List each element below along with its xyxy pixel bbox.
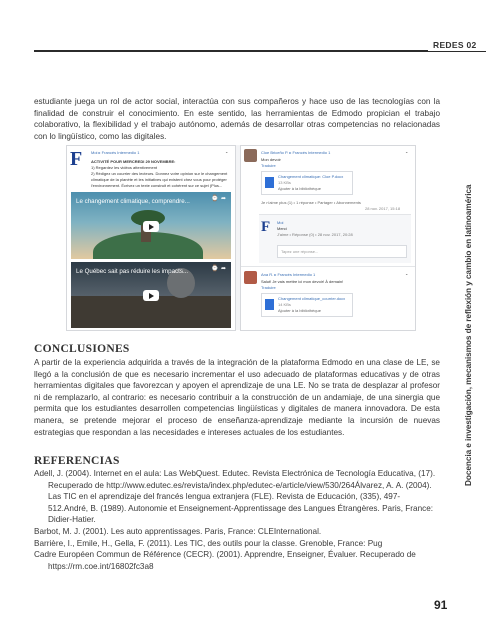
reference-item: Cadre Européen Commun de Référence (CECR). (2001). Apprendre, Enseigner, Évaluer. Recuperado de https://rm.coe.int/16802fc3a8 bbox=[34, 550, 416, 571]
word-doc-icon bbox=[265, 299, 274, 310]
avatar bbox=[244, 149, 257, 162]
post-line: l'environnement. Écrivez un texte construit et cohérent sur ce sujet (Plus... bbox=[91, 183, 223, 188]
video-thumbnail-climate[interactable] bbox=[71, 192, 231, 259]
attachment-card[interactable] bbox=[261, 293, 353, 317]
video-thumbnail-quebec[interactable] bbox=[71, 262, 231, 328]
post-line: 2) Rédigez un courrier des lecteurs. Donnez votre opinion sur le changement bbox=[91, 171, 228, 176]
post-header: Cloe Briceño P. ▸ Francés Intermedio 1 bbox=[261, 150, 331, 155]
reply-text: Merci bbox=[277, 226, 287, 231]
post-text: Mon devoir bbox=[261, 157, 281, 162]
post-line: climatique de la planète et les initiatives qui existent chez vous pour protéger bbox=[91, 177, 227, 182]
reference-item: Barrière, I., Emile, H., Gella, F. (2011). Les TIC, des outils pour la classe. Grenoble, France: Pug bbox=[34, 538, 383, 548]
post-date: 28 nov. 2017, 15:18 bbox=[365, 206, 401, 211]
chevron-down-icon[interactable]: ⌄ bbox=[405, 149, 409, 154]
references-list bbox=[34, 468, 440, 572]
post-header: Moi ▸ Francés Intermedio 1 bbox=[91, 150, 140, 155]
chevron-down-icon[interactable]: ⌄ bbox=[225, 149, 229, 154]
conclusions-text: A partir de la experiencia adquirida a través de la integración de la plataforma Edmodo en una clase de LE, se llegó a la conclusión de que es necesario incrementar el uso adecuado de plataformas educativas y de otras herramientas digitales que favorezcan y apoyen el aprendizaje de una LE. No se trata de desplazar al profesor ni de remplazarlo, al contrario: es necesario contribuir a la construcción de un andamiaje, de una sinergia que permita que los estudiantes desarrollen competencias lingüísticas y digitales de manera innovadora. De esta manera, se pretende mejorar el proceso de enseñanza-aprendizaje mediante la incursión de nuevas estrategias que respondan a las necesidades e intereses actuales de los estudiantes. bbox=[34, 358, 440, 437]
reference-item: Barbot, M. J. (2001). Les auto apprentissages. Paris, France: CLEInternational. bbox=[34, 526, 322, 536]
add-to-library-button[interactable]: Ajouter à la bibliothèque bbox=[278, 308, 321, 313]
page-number: 91 bbox=[434, 598, 448, 612]
reply-author: Moi bbox=[277, 220, 284, 225]
share-icon[interactable]: ➦ bbox=[221, 266, 227, 272]
attachment-name: Changement climatique_courrier.docx bbox=[278, 296, 346, 301]
clock-icon[interactable]: ⌚ bbox=[211, 196, 219, 202]
attachment-size: 13 KBs bbox=[278, 180, 291, 185]
header-rule bbox=[34, 50, 486, 52]
reference-item: Adell, J. (2004). Internet en el aula: Las WebQuest. Edutec. Revista Electrónica de Tecnología Educativa, (17). Recuperado de http://www.edutec.es/revista/index.php/edutec-e/article/view/530/264Álvarez, A. A. (2004). Las TIC en el aprendizaje del francés lengua extranjera (FLE). Revista de Educación, (335), 497-512.André, B. (1989). Autonomie et Enseignement-Apprentissage des Langues Étrangères. Paris, France: Didier-Hatier. bbox=[34, 469, 436, 525]
post-line: 1) Regardez les vidéos attentivement bbox=[91, 165, 158, 170]
references-heading: REFERENCIAS bbox=[34, 455, 120, 467]
divider bbox=[241, 266, 415, 267]
left-post-panel bbox=[66, 145, 236, 331]
word-doc-icon bbox=[265, 177, 274, 188]
clock-icon[interactable]: ⌚ bbox=[211, 266, 219, 272]
reply-input[interactable] bbox=[277, 245, 407, 258]
translate-link[interactable]: Traduire bbox=[261, 163, 276, 168]
share-icon[interactable]: ➦ bbox=[221, 196, 227, 202]
attachment-card[interactable] bbox=[261, 171, 353, 195]
post-text: Salut! Je vais mettre ici mon devoir! À demain! bbox=[261, 279, 344, 284]
right-posts-panel bbox=[240, 145, 416, 331]
section-label: REDES 02 bbox=[428, 39, 486, 51]
play-button-icon[interactable] bbox=[143, 290, 159, 301]
add-to-library-button[interactable]: Ajouter à la bibliothèque bbox=[278, 186, 321, 191]
post-meta[interactable]: Je n'aime plus (1) • 1 réponse • Partager • Abonnements bbox=[261, 200, 361, 205]
translate-link[interactable]: Traduire bbox=[261, 285, 276, 290]
attachment-name: Changement climatique: Cloe P.docx bbox=[278, 174, 344, 179]
reply-meta[interactable]: J'aime • Réponse (0) • 28 nov. 2017, 20:28 bbox=[277, 232, 353, 237]
reply-thread bbox=[259, 214, 411, 263]
conclusions-heading: CONCLUSIONES bbox=[34, 343, 130, 355]
edmodo-logo-icon: F bbox=[70, 148, 83, 170]
reply-placeholder: Tapez une réponse... bbox=[281, 249, 319, 254]
post-title: ACTIVITÉ POUR MERCREDI 29 NOVEMBRE: bbox=[91, 159, 176, 164]
post-header: Ana R. ▸ Francés Intermedio 1 bbox=[261, 272, 316, 277]
video-title: Le Québec sait pas réduire les impacts... bbox=[76, 268, 189, 275]
play-button-icon[interactable] bbox=[143, 221, 159, 232]
intro-paragraph: estudiante juega un rol de actor social, interactúa con sus compañeros y hace uso de las tecnologías con la finalidad de construir el conocimiento. En este sentido, las herramientas de Edmodo propician el trabajo colaborativo, la flexibilidad y el trabajo autónomo, además de desarrollar otras competencias no relacionadas con lo lingüístico, como las digitales. bbox=[34, 97, 440, 141]
edmodo-logo-icon: F bbox=[261, 219, 271, 235]
chevron-down-icon[interactable]: ⌄ bbox=[405, 271, 409, 276]
edmodo-screenshot-figure bbox=[66, 145, 415, 330]
attachment-size: 14 KBs bbox=[278, 302, 291, 307]
avatar bbox=[244, 271, 257, 284]
vertical-journal-title: Docencia e investigación, mecanismos de reflexión y cambio en latinoamérica bbox=[463, 184, 473, 486]
video-title: Le changement climatique, comprendre... bbox=[76, 198, 190, 205]
